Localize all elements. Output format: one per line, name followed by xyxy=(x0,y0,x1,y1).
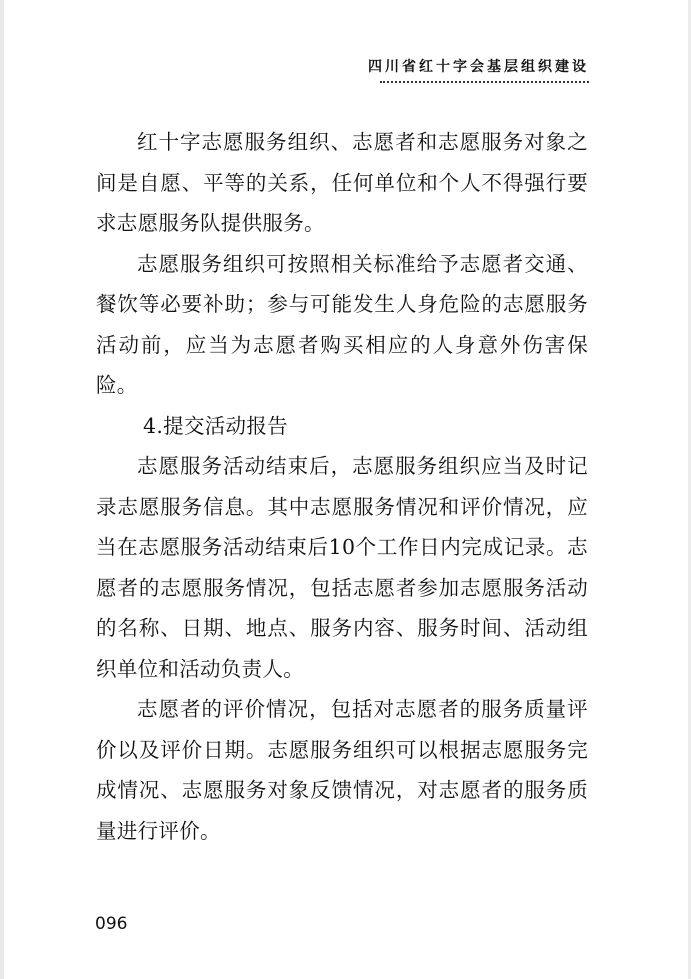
page-number: 096 xyxy=(95,914,128,934)
running-header-title: 四川省红十字会基层组织建设 xyxy=(368,59,589,75)
paragraph-evaluation: 志愿者的评价情况，包括对志愿者的服务质量评价以及评价日期。志愿服务组织可以根据志愿服务完成情况、志愿服务对象反馈情况，对志愿者的服务质量进行评价。 xyxy=(96,697,588,843)
body-text xyxy=(96,122,588,851)
header-dotted-rule xyxy=(380,81,589,83)
paragraph-volunteer-relationship: 红十字志愿服务组织、志愿者和志愿服务对象之间是自愿、平等的关系，任何单位和个人不得强行要求志愿服务队提供服务。 xyxy=(96,130,588,235)
paragraph-volunteer-subsidy: 志愿服务组织可按照相关标准给予志愿者交通、餐饮等必要补助；参与可能发生人身危险的志愿服务活动前，应当为志愿者购买相应的人身意外伤害保险。 xyxy=(96,251,588,397)
paragraph-record-service-info: 志愿服务活动结束后，志愿服务组织应当及时记录志愿服务信息。其中志愿服务情况和评价情况，应当在志愿服务活动结束后10个工作日内完成记录。志愿者的志愿服务情况，包括志愿者参加志愿服务活动的名称、日期、地点、服务内容、服务时间、活动组织单位和活动负责人。 xyxy=(96,454,588,681)
page-left-edge xyxy=(0,0,4,979)
section-heading-submit-report: 4.提交活动报告 xyxy=(143,413,288,438)
